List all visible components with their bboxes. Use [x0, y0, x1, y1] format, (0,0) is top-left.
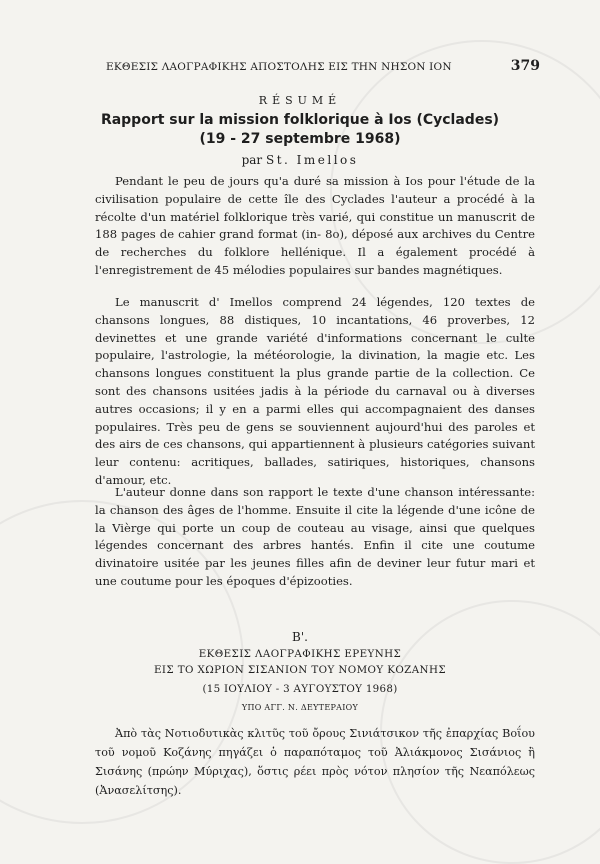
section-b-text [95, 724, 535, 800]
paragraph-text: Le manuscrit d' Imellos comprend 24 légendes, 120 textes de chansons longues, 88 distiques, 10 incantations, 46 proverbes, 12 devinettes et une grande variété d'informations concernant le culte populaire, l'astrologie, la météorologie, la divination, la magie etc. Les chansons longues constituent la plus grande partie de la collection. Ce sont des chansons usitées jadis à la période du carnaval ou à diverses autres occasions; il y en a parmi elles qui accompagnaient des danses populaires. Très peu de gens se souviennent aujourd'hui des paroles et des airs de ces chansons, qui appartiennent à plusieurs catégories suivant leur contenu: acritiques, ballades, satiriques, historiques, chansons d'amour, etc. [95, 295, 535, 487]
resume-dates: (19 - 27 septembre 1968) [199, 131, 401, 147]
author-name: St. Imellos [265, 153, 359, 167]
section-b-title-line-2: ΕΙΣ ΤΟ ΧΩΡΙΟΝ ΣΙΣΑΝΙΟΝ ΤΟΥ ΝΟΜΟΥ ΚΟΖΑΝΗΣ [153, 664, 447, 676]
resume-title: Rapport sur la mission folklorique à Ios (Cyclades) [100, 112, 500, 128]
paragraph-text: Pendant le peu de jours qu'a duré sa mission à Ios pour l'étude de la civilisation populaire de cette île des Cyclades l'auteur a procédé à la récolte d'un matériel folklorique très varié, qui constitue un manuscrit de 188 pages de cahier grand format (in- 8o), déposé aux archives du Centre de recherches du folklore hellénique. Il a également procédé à l'enregistrement de 45 mélodies populaires sur bandes magnétiques. [95, 174, 535, 277]
running-title: ΕΚΘΕΣΙΣ ΛΑΟΓΡΑΦΙΚΗΣ ΑΠΟΣΤΟΛΗΣ ΕΙΣ ΤΗΝ ΝΗΣΟΝ ΙΟΝ [106, 61, 452, 73]
section-b-byline: ΥΠΟ ΑΓΓ. Ν. ΔΕΥΤΕΡΑΙΟΥ [241, 703, 359, 712]
section-b-title-line-1: ΕΚΘΕΣΙΣ ΛΑΟΓΡΑΦΙΚΗΣ ΕΡΕΥΝΗΣ [198, 648, 402, 660]
resume-label: RÉSUMÉ [258, 94, 342, 107]
resume-paragraph-2 [95, 294, 535, 490]
resume-author [0, 153, 600, 167]
paragraph-text: L'auteur donne dans son rapport le texte d'une chanson intéressante: la chanson des âges de l'homme. Ensuite il cite la légende d'une icône de la Vièrge qui porte un coup de couteau au visage, ainsi que quelques légendes concernant des arbres hantés. Enfin il cite une coutume divinatoire usitée par les jeunes filles afin de deviner leur futur mari et une coutume pour les époques d'épizooties. [95, 485, 535, 588]
resume-paragraph-3 [95, 484, 535, 591]
author-prefix: par [241, 153, 263, 167]
section-b-dates: (15 ΙΟΥΛΙΟΥ - 3 ΑΥΓΟΥΣΤΟΥ 1968) [202, 683, 398, 695]
page-number: 379 [510, 58, 540, 74]
paragraph-text: Ἀπὸ τὰς Νοτιοδυτικὰς κλιτῦς τοῦ ὄρους Σινιάτσικον τῆς ἐπαρχίας Βοΐου τοῦ νομοῦ Κοζάνης πηγάζει ὁ παραπόταμος τοῦ Ἀλιάκμονος Σισάνιος ἢ Σισάνης (πρώην Μύριχας), ὅστις ρέει πρὸς νότον πλησίον τῆς Νεαπόλεως (Ἀνασελίτσης). [95, 727, 535, 797]
running-header [106, 58, 540, 74]
resume-paragraph-1 [95, 173, 535, 280]
section-b-label: Β'. [292, 630, 308, 644]
